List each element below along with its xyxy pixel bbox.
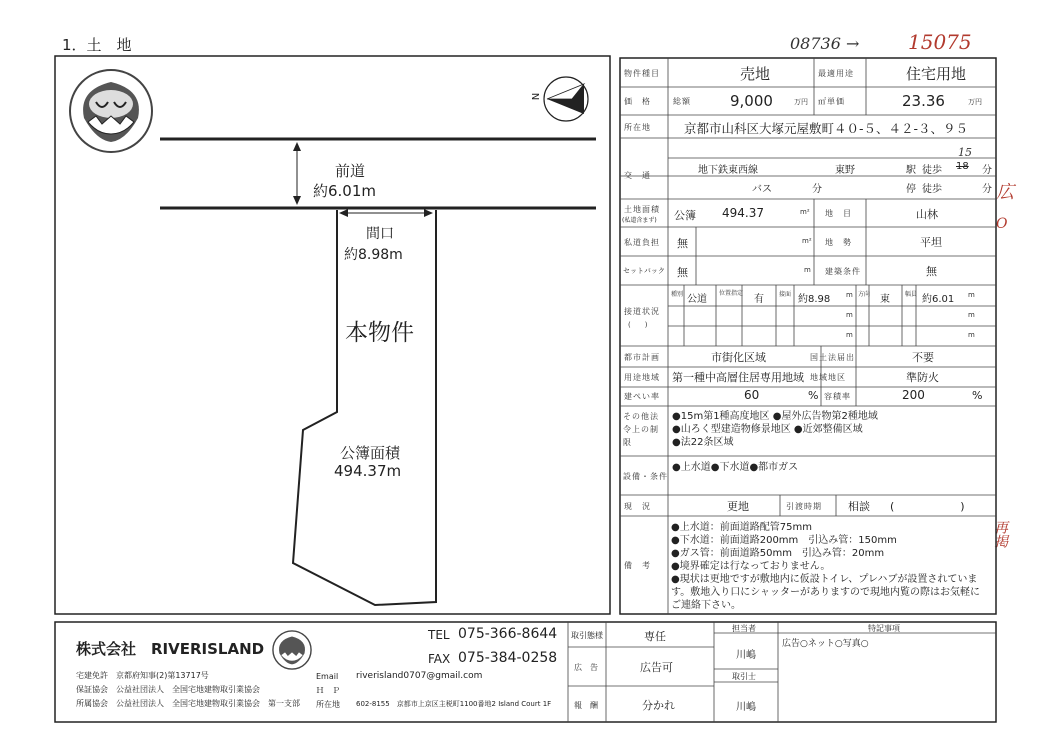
road-label: 前道 — [335, 162, 366, 180]
handwritten-side-3: 再掲 — [992, 520, 1008, 548]
company-address: 602-8155 京都市上京区主税町1100番地2 Island Court 1F — [356, 700, 552, 708]
use-value: 住宅用地 — [906, 65, 967, 83]
road-width-unit: m — [968, 291, 975, 299]
land-area-type: 公簿 — [674, 209, 696, 222]
price-label: 価 格 — [624, 97, 651, 106]
handwritten-note-old: 08736 → — [790, 34, 860, 53]
walk-value: 18 — [956, 161, 969, 172]
facilities-value: ●上水道●下水道●都市ガス — [672, 462, 799, 473]
other-law-1: ●15m第1種高度地区 ●屋外広告物第2種地域 — [672, 411, 878, 422]
total-label: 総額 — [673, 97, 691, 106]
handover-paren: ( ) — [890, 500, 965, 513]
private-road-unit: m² — [802, 237, 812, 245]
chimoku-value: 山林 — [916, 208, 938, 221]
transport-label: 交 通 — [624, 171, 651, 180]
email-label: Email — [316, 672, 339, 681]
land-area-label: 土地面積 — [624, 205, 660, 214]
bcr-value: 60 — [744, 388, 760, 402]
address-label: 所在地 — [624, 123, 651, 132]
bus-label: バス — [752, 184, 772, 195]
footer-logo — [272, 630, 312, 670]
fax-label: FAX — [428, 652, 451, 666]
road-width: 約6.01m — [313, 182, 377, 200]
total-price: 9,000 — [730, 92, 773, 110]
guarantee-assoc: 保証協会 公益社団法人 全国宅地建物取引業協会 — [76, 685, 260, 694]
road-contact-label: 接面 — [779, 291, 792, 298]
area-value: 494.37m — [334, 462, 402, 480]
unit-price: 23.36 — [902, 92, 945, 110]
private-road-label: 私道負担 — [624, 238, 660, 247]
remarks-label: 備 考 — [624, 561, 651, 570]
broker-value: 川嶋 — [736, 702, 756, 713]
fax-number: 075-384-0258 — [458, 650, 558, 666]
license: 宅建免許 京都府知事(2)第13717号 — [76, 671, 209, 680]
trade-label: 取引態様 — [571, 631, 603, 640]
frontage-label: 間口 — [366, 226, 394, 242]
walk2-unit: 分 — [982, 184, 992, 195]
remark-line: ●境界確定は行なっておりません。 — [671, 561, 831, 572]
fee-value: 分かれ — [642, 699, 675, 712]
far-label: 容積率 — [824, 392, 851, 401]
road-width-label: 幅員 — [905, 291, 918, 298]
remark-line: ●現状は更地ですが敷地内に仮設トイレ、プレハブが設置されていま — [671, 574, 978, 585]
setback-unit: m — [804, 266, 811, 274]
far-value: 200 — [902, 388, 925, 402]
tel-label: TEL — [428, 628, 450, 642]
road3-contact-unit: m — [846, 331, 853, 339]
stop-label: 停 — [906, 184, 916, 195]
station-suffix: 駅 — [906, 165, 916, 176]
company-name: 株式会社 RIVERISLAND — [76, 640, 265, 658]
ad-value: 広告可 — [640, 661, 673, 674]
hp-label: Ｈ Ｐ — [316, 686, 340, 695]
notes-value: 広告○ネット○写真○ — [782, 639, 869, 649]
road-status-label: 接道状況 — [624, 307, 660, 316]
land-area-unit: m² — [800, 208, 810, 216]
address-label: 所在地 — [316, 700, 340, 709]
chimoku-label: 地 目 — [825, 209, 852, 218]
total-unit: 万円 — [794, 98, 808, 106]
terrain-value: 平坦 — [920, 236, 942, 249]
status-label: 現 況 — [624, 502, 651, 511]
road-status-paren: ( ) — [628, 321, 648, 329]
remark-line: す。敷地入り口にシャッターがありますので現地内覧の際はお気軽に — [671, 587, 980, 598]
district-label: 地域地区 — [810, 373, 846, 382]
remark-line: ●上水道：前面道路配管75mm — [671, 522, 812, 533]
building-cond-value: 無 — [926, 265, 937, 278]
walk-corrected: 15 — [958, 146, 972, 159]
other-law-2: ●山ろく型建造物修景地区 ●近郊整備区域 — [672, 424, 863, 435]
land-area-value: 494.37 — [722, 206, 764, 220]
trade-value: 専任 — [644, 630, 666, 643]
remark-line: ●ガス管：前面道路50mm 引込み管：20mm — [671, 548, 885, 559]
zoning-value: 第一種中高層住居専用地域 — [672, 371, 804, 384]
bcr-unit: % — [808, 389, 819, 402]
remark-line: ●下水道：前面道路200mm 引込み管：150mm — [671, 535, 897, 546]
email-address[interactable]: riverisland0707@gmail.com — [356, 671, 483, 681]
bus-unit: 分 — [812, 184, 822, 195]
address-value: 京都市山科区大塚元屋敷町４０-５、４２-３、９５ — [684, 121, 969, 136]
handover-value: 相談 — [848, 500, 870, 513]
frontage-width: 約8.98m — [344, 247, 403, 263]
land-law-label: 国土法届出 — [810, 353, 855, 362]
unit-price-label: ㎡単価 — [818, 97, 845, 106]
handwritten-side-2: O — [996, 216, 1008, 232]
other-law-label: その他法令上の制限 — [623, 412, 659, 447]
remark-line: ご連絡下さい。 — [671, 600, 741, 611]
staff-label: 担当者 — [732, 624, 756, 633]
city-plan-value: 市街化区域 — [711, 351, 766, 364]
type-label: 物件種目 — [624, 69, 660, 78]
road-position-label: 位置指定 — [719, 290, 744, 297]
use-label: 最適用途 — [818, 69, 854, 78]
road-contact-unit: m — [846, 291, 853, 299]
far-unit: % — [972, 389, 983, 402]
handwritten-side-1: 広 — [996, 182, 1014, 203]
notes-label: 特記事項 — [868, 624, 900, 633]
setback-value: 無 — [677, 266, 688, 279]
handwritten-note-new: 15075 — [908, 30, 972, 54]
facilities-label: 設備・条件 — [623, 472, 668, 481]
walk-unit: 分 — [982, 165, 992, 176]
other-law-3: ●法22条区域 — [672, 437, 734, 448]
broker-label: 取引士 — [732, 672, 756, 681]
land-law-value: 不要 — [912, 351, 934, 364]
station-value: 東野 — [835, 165, 855, 176]
staff-value: 川嶋 — [736, 650, 756, 661]
bcr-label: 建ぺい率 — [624, 392, 660, 401]
land-area-sub: (私道含まず) — [622, 217, 657, 224]
zoning-label: 用途地域 — [624, 373, 660, 382]
building-cond-label: 建築条件 — [825, 267, 861, 276]
road-position-value: 有 — [754, 294, 764, 305]
handover-label: 引渡時期 — [786, 502, 822, 511]
road-type-value: 公道 — [687, 294, 707, 305]
walk2-label: 徒歩 — [922, 184, 942, 195]
setback-label: セットバック — [623, 267, 665, 275]
ad-label: 広 告 — [574, 663, 598, 672]
area-label: 公簿面積 — [340, 444, 401, 462]
road-direction-value: 東 — [880, 294, 890, 305]
line-value: 地下鉄東西線 — [698, 165, 758, 176]
road2-contact-unit: m — [846, 311, 853, 319]
road2-width-unit: m — [968, 311, 975, 319]
north-label: N — [529, 92, 541, 101]
fee-label: 報 酬 — [574, 701, 598, 710]
member-assoc: 所属協会 公益社団法人 全国宅地建物取引業協会 第一支部 — [76, 699, 300, 708]
property-label: 本物件 — [345, 320, 414, 346]
status-value: 更地 — [727, 500, 749, 513]
walk-label: 徒歩 — [922, 165, 942, 176]
road-width-value: 約6.01 — [922, 294, 955, 305]
tel-number[interactable]: 075-366-8644 — [458, 626, 558, 642]
private-road-value: 無 — [677, 237, 688, 250]
type-value: 売地 — [740, 65, 771, 83]
road-contact-value: 約8.98 — [798, 294, 831, 305]
district-value: 準防火 — [906, 371, 939, 384]
road-type-label: 種別 — [671, 291, 684, 298]
unit-price-unit: 万円 — [968, 98, 982, 106]
road-direction-label: 方向 — [858, 291, 871, 298]
page-title: 1．土 地 — [62, 36, 132, 54]
city-plan-label: 都市計画 — [624, 353, 660, 362]
road3-width-unit: m — [968, 331, 975, 339]
company-logo — [68, 68, 154, 154]
terrain-label: 地 勢 — [825, 238, 852, 247]
